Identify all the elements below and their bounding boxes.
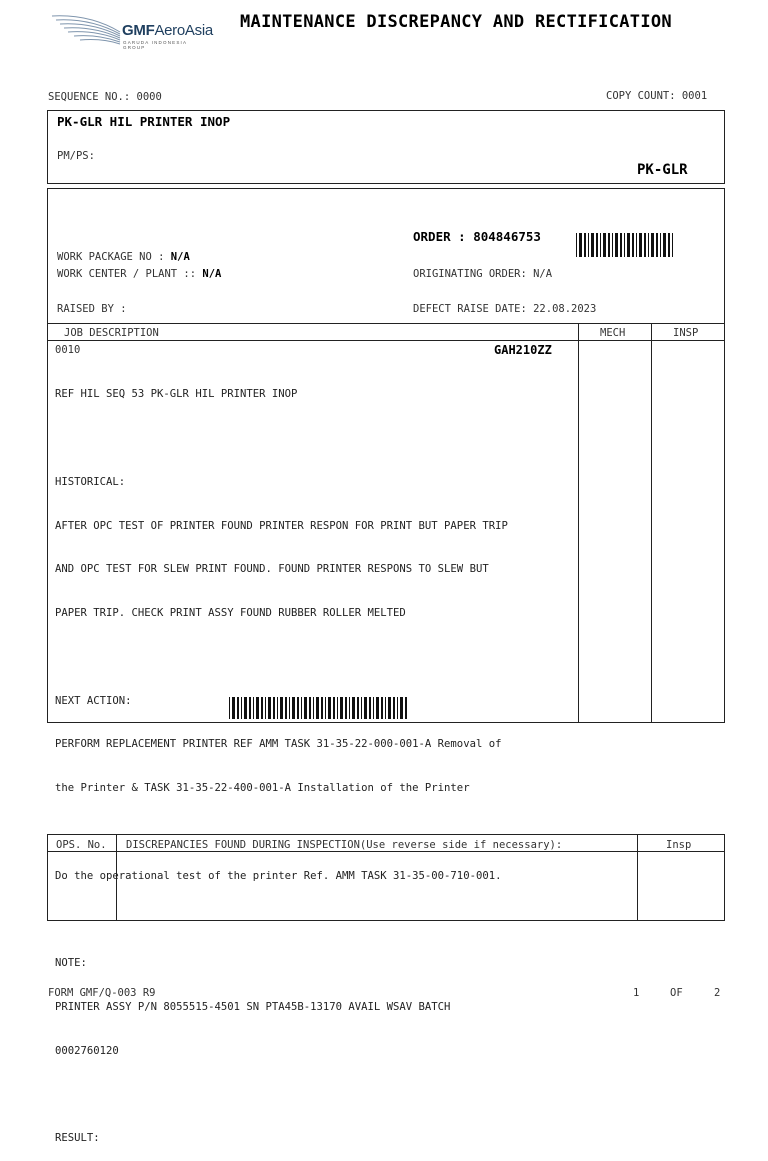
barcode-bar xyxy=(309,697,311,719)
job-line: Do the operational test of the printer Ref. AMM TASK 31-35-00-710-001. xyxy=(55,869,502,882)
barcode-bar xyxy=(600,233,601,257)
barcode-bar xyxy=(651,233,654,257)
barcode-bar xyxy=(608,233,610,257)
job-line xyxy=(55,431,577,446)
page-total: 2 xyxy=(714,987,721,999)
job-description-text xyxy=(55,358,577,1161)
barcode-bar xyxy=(340,697,343,719)
barcode-bar xyxy=(352,697,355,719)
barcode-bar xyxy=(603,233,606,257)
aircraft-registration: PK-GLR xyxy=(637,162,688,178)
job-line: PERFORM REPLACEMENT PRINTER REF AMM TASK 31-35-22-000-001-A Removal of xyxy=(55,738,502,751)
page-title: MAINTENANCE DISCREPANCY AND RECTIFICATION xyxy=(240,12,672,32)
barcode-bar xyxy=(244,697,247,719)
barcode-bar xyxy=(668,233,670,257)
barcode-bar xyxy=(357,697,359,719)
barcode-bar xyxy=(612,233,613,257)
barcode-bar xyxy=(280,697,283,719)
barcode-bar xyxy=(400,697,403,719)
work-package-field: WORK PACKAGE NO : N/A xyxy=(57,251,190,263)
barcode-bar xyxy=(325,697,326,719)
logo-wing-icon xyxy=(50,12,122,48)
barcode-bar xyxy=(644,233,646,257)
column-divider xyxy=(637,834,638,921)
barcode-bar xyxy=(405,697,407,719)
barcode-bar xyxy=(241,697,242,719)
insp-header: Insp xyxy=(666,839,692,851)
barcode-bar xyxy=(663,233,666,257)
barcode-bar xyxy=(345,697,347,719)
barcode-bar xyxy=(304,697,307,719)
barcode-bar xyxy=(232,697,235,719)
originating-order: ORIGINATING ORDER: N/A xyxy=(413,268,553,280)
barcode-bar xyxy=(316,697,319,719)
barcode-bar xyxy=(361,697,362,719)
logo-wordmark: GMFAeroAsia xyxy=(122,22,213,39)
raised-by: RAISED BY : xyxy=(57,303,127,315)
barcode-bar xyxy=(253,697,254,719)
barcode-bar xyxy=(297,697,299,719)
divider xyxy=(47,851,725,852)
job-line: HISTORICAL: xyxy=(55,475,126,488)
barcode-bar xyxy=(376,697,379,719)
barcode-bar xyxy=(277,697,278,719)
barcode-bar xyxy=(636,233,637,257)
barcode-bar xyxy=(385,697,386,719)
job-line: PAPER TRIP. CHECK PRINT ASSY FOUND RUBBER ROLLER MELTED xyxy=(55,607,406,620)
barcode-bar xyxy=(337,697,338,719)
barcode-bar xyxy=(369,697,371,719)
barcode-bar xyxy=(576,233,577,257)
copy-count: COPY COUNT: 0001 xyxy=(606,90,708,102)
column-divider xyxy=(578,323,579,723)
job-line: the Printer & TASK 31-35-22-400-001-A Installation of the Printer xyxy=(55,782,470,795)
job-line: NEXT ACTION: xyxy=(55,694,132,707)
barcode-bar xyxy=(579,233,582,257)
barcode-bar xyxy=(648,233,649,257)
barcode-bar xyxy=(285,697,287,719)
barcode-bar xyxy=(381,697,383,719)
barcode-bar xyxy=(591,233,594,257)
barcode-bar xyxy=(660,233,661,257)
barcode-bar xyxy=(397,697,398,719)
operation-number: 0010 xyxy=(55,344,81,356)
barcode-bar xyxy=(229,697,230,719)
barcode-bar xyxy=(301,697,302,719)
barcode-bar xyxy=(393,697,395,719)
barcode-bar xyxy=(388,697,391,719)
insp-header: INSP xyxy=(673,327,699,339)
barcode-bar xyxy=(268,697,271,719)
barcode-bar xyxy=(584,233,586,257)
barcode-bar xyxy=(639,233,642,257)
barcode-bar xyxy=(588,233,589,257)
barcode-bar xyxy=(656,233,658,257)
job-line: AFTER OPC TEST OF PRINTER FOUND PRINTER RESPON FOR PRINT BUT PAPER TRIP xyxy=(55,519,508,532)
barcode-bar xyxy=(249,697,251,719)
sequence-number: SEQUENCE NO.: 0000 xyxy=(48,91,162,103)
divider xyxy=(47,323,725,324)
barcode-bar xyxy=(237,697,239,719)
logo-subtitle: GARUDA INDONESIA GROUP xyxy=(123,40,187,50)
page-number: 1 xyxy=(633,987,640,999)
barcode-bar xyxy=(624,233,625,257)
defect-title: PK-GLR HIL PRINTER INOP xyxy=(57,114,231,129)
job-line: 0002760120 xyxy=(55,1044,119,1057)
job-line xyxy=(55,1088,577,1103)
company-logo xyxy=(50,12,213,50)
mech-header: MECH xyxy=(600,327,626,339)
work-center-code: GAH210ZZ xyxy=(494,343,552,357)
barcode-bar xyxy=(313,697,314,719)
job-barcode xyxy=(229,697,407,719)
column-divider xyxy=(116,834,117,921)
barcode-bar xyxy=(615,233,618,257)
pmps-label: PM/PS: xyxy=(57,150,95,162)
barcode-bar xyxy=(292,697,295,719)
job-line xyxy=(55,650,577,665)
barcode-bar xyxy=(321,697,323,719)
job-line: NOTE: xyxy=(55,957,87,970)
barcode-bar xyxy=(632,233,634,257)
barcode-bar xyxy=(620,233,622,257)
barcode-bar xyxy=(256,697,259,719)
page-of-label: OF xyxy=(670,987,683,999)
barcode-bar xyxy=(273,697,275,719)
divider xyxy=(47,340,725,341)
barcode-bar xyxy=(328,697,331,719)
column-divider xyxy=(651,323,652,723)
job-line: REF HIL SEQ 53 PK-GLR HIL PRINTER INOP xyxy=(55,388,298,401)
barcode-bar xyxy=(349,697,350,719)
job-line: RESULT: xyxy=(55,1132,100,1145)
barcode-bar xyxy=(261,697,263,719)
barcode-bar xyxy=(265,697,266,719)
barcode-bar xyxy=(364,697,367,719)
order-number: ORDER : 804846753 xyxy=(413,229,541,244)
barcode-bar xyxy=(596,233,598,257)
job-description-header: JOB DESCRIPTION xyxy=(64,327,159,339)
form-number: FORM GMF/Q-003 R9 xyxy=(48,987,156,999)
barcode-bar xyxy=(289,697,290,719)
work-center-field: WORK CENTER / PLANT :: N/A xyxy=(57,268,222,280)
discrepancies-header: DISCREPANCIES FOUND DURING INSPECTION(Use reverse side if necessary): xyxy=(126,839,563,851)
job-line: PRINTER ASSY P/N 8055515-4501 SN PTA45B-13170 AVAIL WSAV BATCH xyxy=(55,1001,451,1014)
barcode-bar xyxy=(333,697,335,719)
ops-no-header: OPS. No. xyxy=(56,839,107,851)
defect-raise-date: DEFECT RAISE DATE: 22.08.2023 xyxy=(413,303,597,315)
order-barcode xyxy=(576,233,674,257)
barcode-bar xyxy=(627,233,630,257)
job-line: AND OPC TEST FOR SLEW PRINT FOUND. FOUND PRINTER RESPONS TO SLEW BUT xyxy=(55,563,489,576)
barcode-bar xyxy=(672,233,673,257)
barcode-bar xyxy=(373,697,374,719)
